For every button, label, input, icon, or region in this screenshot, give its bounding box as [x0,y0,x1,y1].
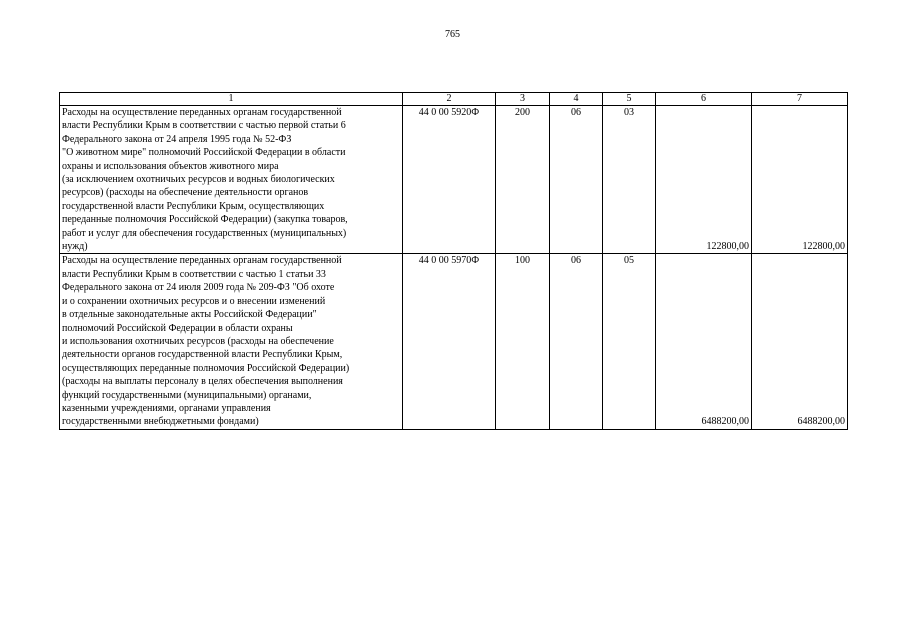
table-row [60,254,848,429]
budget-table [59,92,848,430]
expense-type-code: 100 [496,254,550,429]
section-code: 06 [550,254,603,429]
expense-description: Расходы на осуществление переданных органам государственной власти Республики Крым в соответствии с частью 1 статьи 33 Федерального закона от 24 июля 2009 года № 209-ФЗ "Об охоте и о сохранении охотничьих ресурсов и о внесении изменений в отдельные законодательные акты Российской Федерации" полномочий Российской Федерации в области охраны и использования охотничьих ресурсов (расходы на обеспечение деятельности органов государственной власти Республики Крым, осуществляющих переданные полномочия Российской Федерации) (расходы на выплаты персоналу в целях обеспечения выполнения функций государственными (муниципальными) органами, казенными учреждениями, органами управления государственными внебюджетными фондами) [60,254,403,429]
table-header-row [60,93,848,106]
column-header: 7 [752,93,848,106]
column-header: 3 [496,93,550,106]
column-header: 2 [403,93,496,106]
budget-code: 44 0 00 5970Ф [403,254,496,429]
amount-column-7: 122800,00 [752,106,848,254]
amount-column-7: 6488200,00 [752,254,848,429]
amount-column-6: 6488200,00 [656,254,752,429]
column-header: 4 [550,93,603,106]
expense-type-code: 200 [496,106,550,254]
column-header: 6 [656,93,752,106]
amount-column-6: 122800,00 [656,106,752,254]
budget-code: 44 0 00 5920Ф [403,106,496,254]
expense-description: Расходы на осуществление переданных органам государственной власти Республики Крым в соответствии с частью первой статьи 6 Федерального закона от 24 апреля 1995 года № 52-ФЗ "О животном мире" полномочий Российской Федерации в области охраны и использования объектов животного мира (за исключением охотничьих ресурсов и водных биологических ресурсов) (расходы на обеспечение деятельности органов государственной власти Республики Крым, осуществляющих переданные полномочия Российской Федерации) (закупка товаров, работ и услуг для обеспечения государственных (муниципальных) нужд) [60,106,403,254]
subsection-code: 05 [603,254,656,429]
column-header: 1 [60,93,403,106]
section-code: 06 [550,106,603,254]
table-row [60,106,848,254]
page-number: 765 [445,29,460,40]
column-header: 5 [603,93,656,106]
subsection-code: 03 [603,106,656,254]
